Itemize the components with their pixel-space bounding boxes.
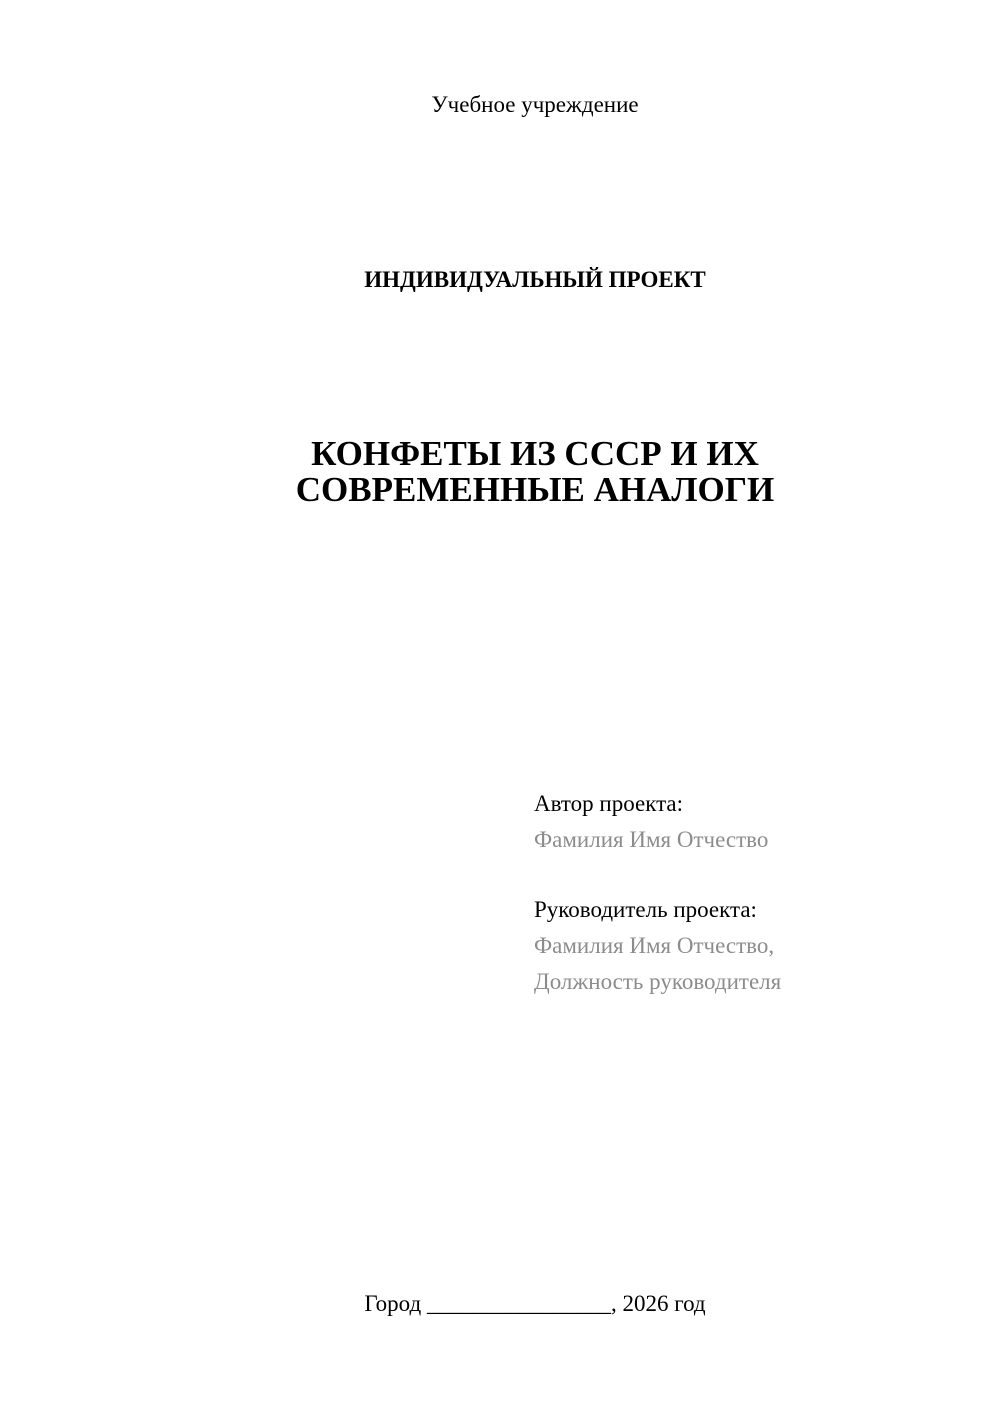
project-title-line-1: КОНФЕТЫ ИЗ СССР И ИХ <box>311 434 759 473</box>
author-block <box>534 786 768 858</box>
supervisor-block <box>534 892 781 1000</box>
supervisor-name-placeholder: Фамилия Имя Отчество, <box>534 933 775 958</box>
project-title <box>0 436 1000 508</box>
supervisor-label: Руководитель проекта: <box>534 897 757 922</box>
author-label: Автор проекта: <box>534 791 683 816</box>
supervisor-position-placeholder: Должность руководителя <box>534 969 782 994</box>
author-name-placeholder: Фамилия Имя Отчество <box>534 827 769 852</box>
project-title-line-2: СОВРЕМЕННЫЕ АНАЛОГИ <box>295 470 775 509</box>
city-year-line: Город ________________, 2026 год <box>364 1291 706 1316</box>
project-type-heading: ИНДИВИДУАЛЬНЫЙ ПРОЕКТ <box>364 267 706 292</box>
institution-name: Учебное учреждение <box>431 92 639 117</box>
